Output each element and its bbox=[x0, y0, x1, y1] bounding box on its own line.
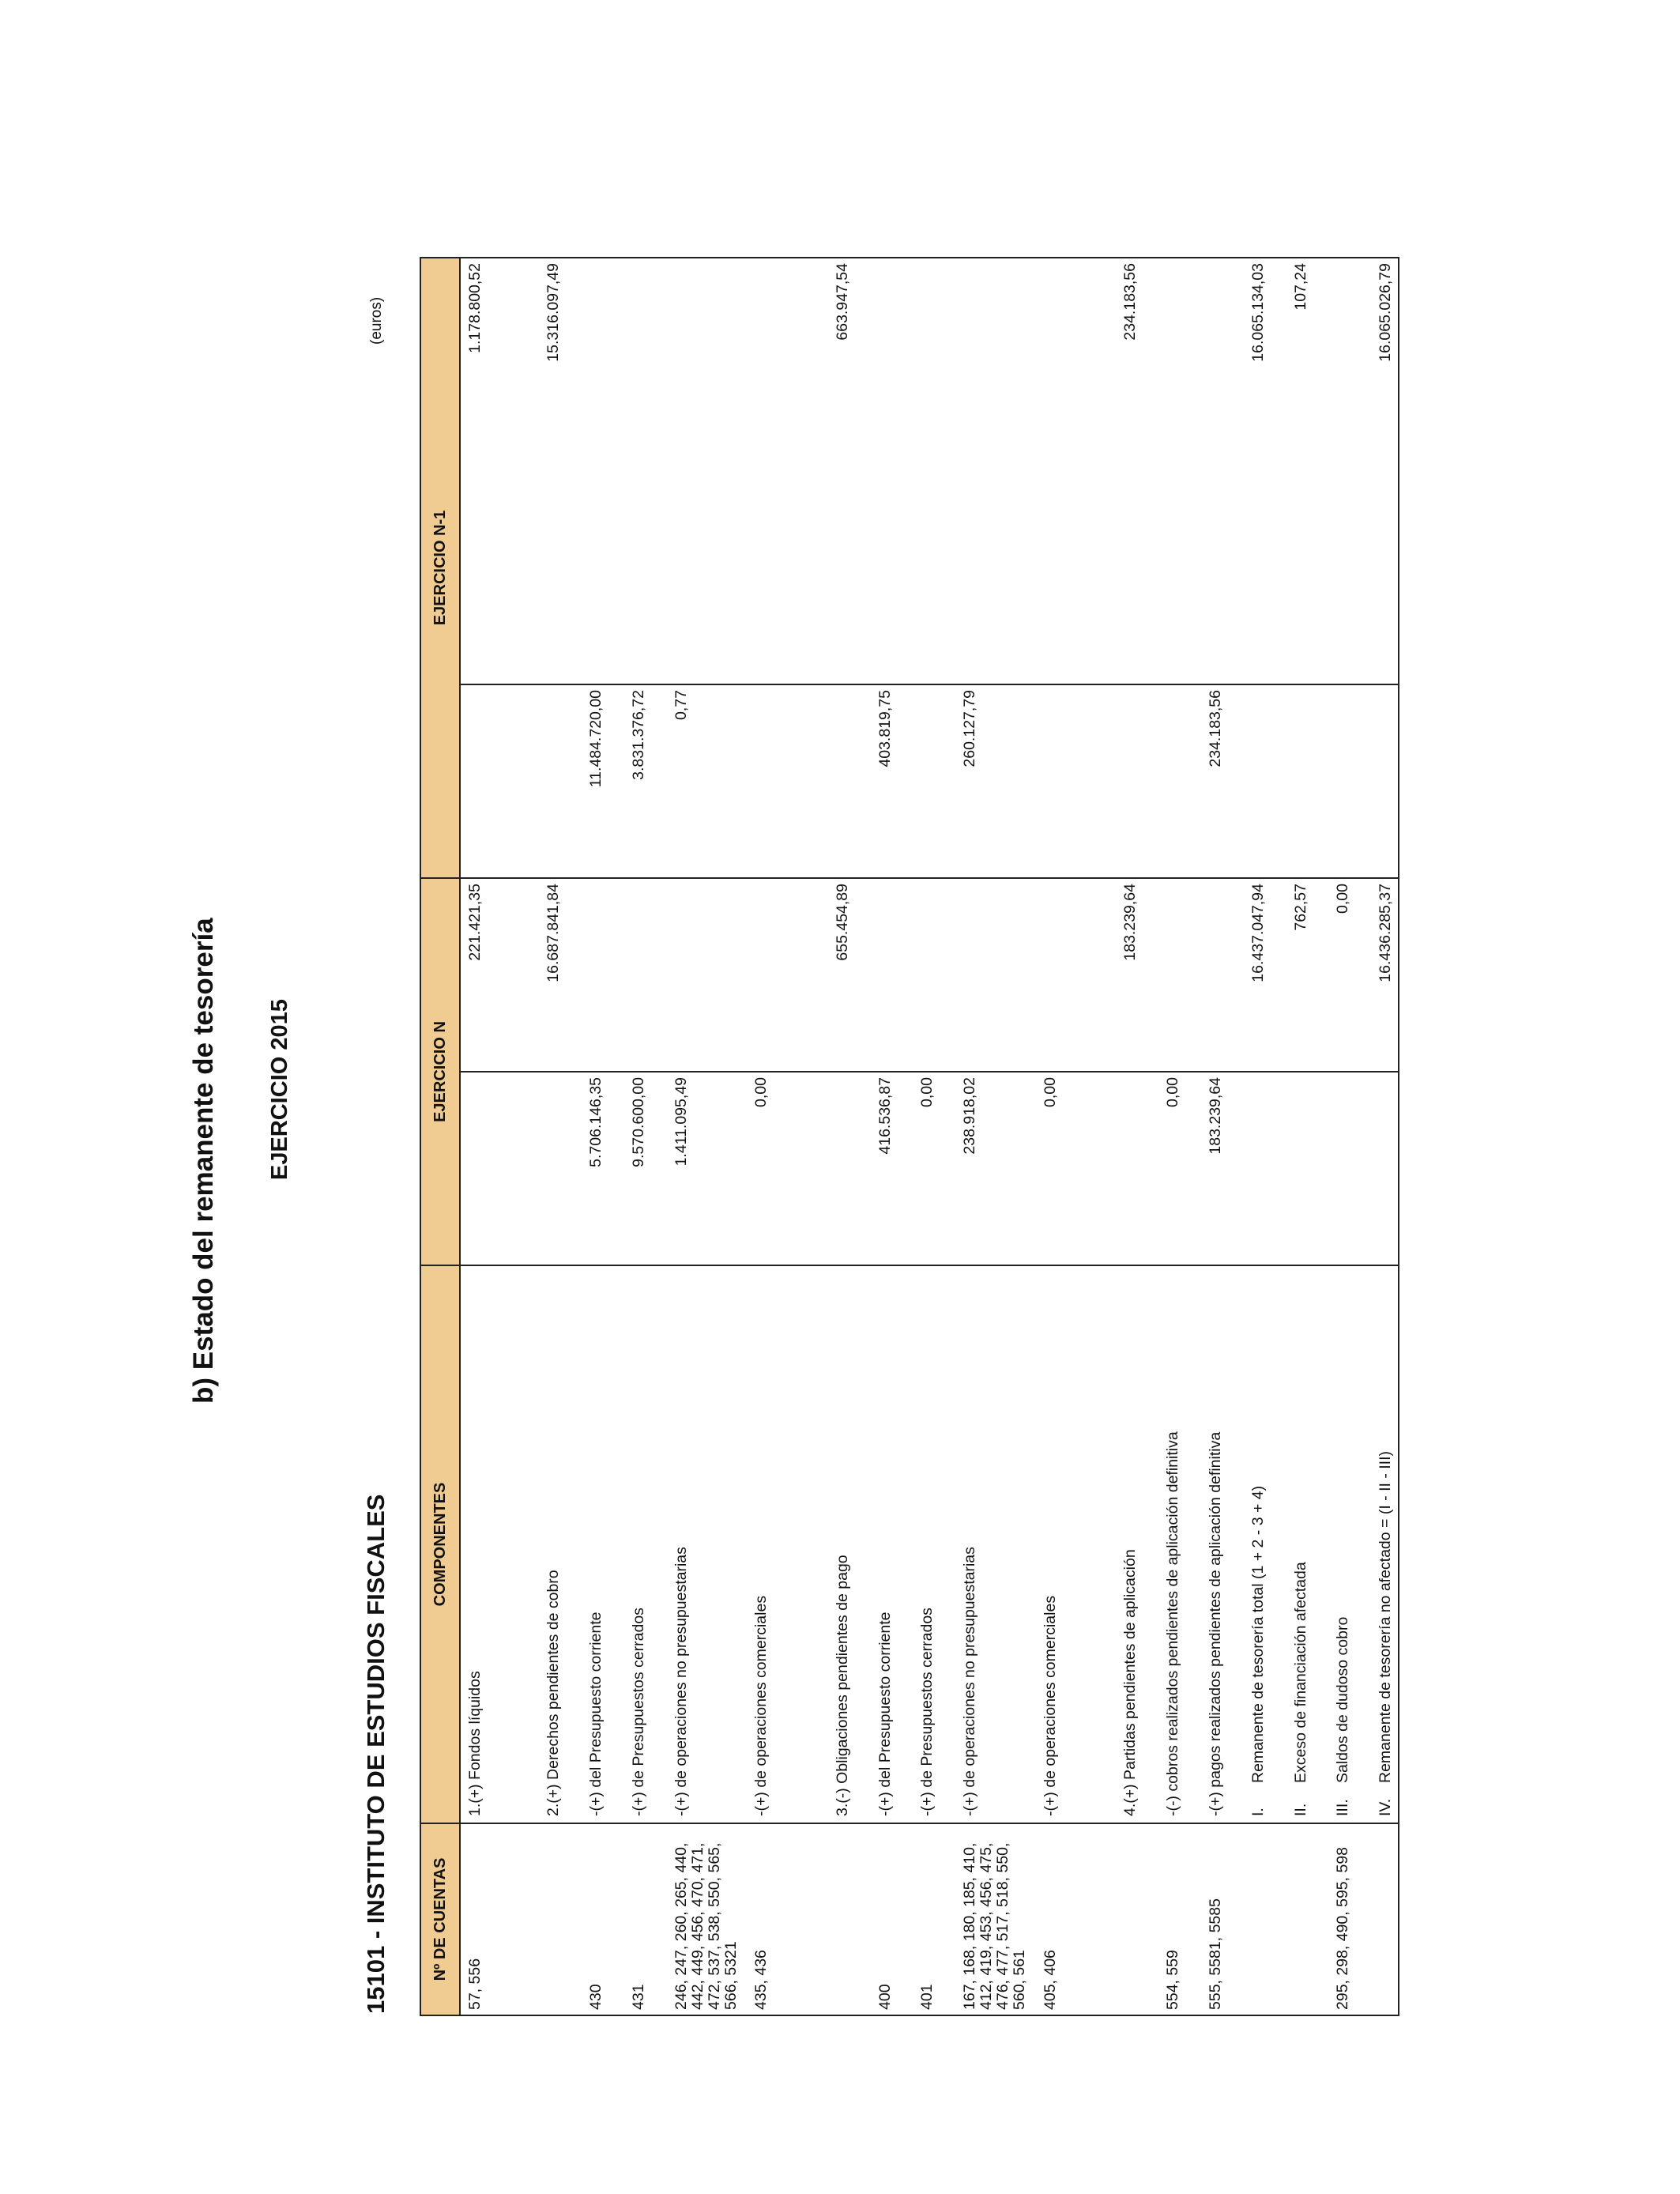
component-cell bbox=[747, 1265, 827, 1823]
component-label: 2.(+) Derechos pendientes de cobro bbox=[544, 1570, 563, 1816]
year-n1-total-value: 16.065.134,03 bbox=[1244, 258, 1286, 684]
year-n1-detail-value bbox=[828, 684, 871, 878]
account-numbers bbox=[1286, 1823, 1329, 2015]
component-label: -(+) de operaciones no presupuestarias bbox=[672, 1547, 690, 1816]
year-n1-total-value bbox=[747, 258, 827, 684]
year-n1-total-value bbox=[913, 258, 955, 684]
year-n1-detail-value: 234.183,56 bbox=[1201, 684, 1244, 878]
component-label: Remanente de tesorería no afectado = (I - II - III) bbox=[1377, 1450, 1395, 1783]
year-n-detail-value: 238.918,02 bbox=[955, 1072, 1035, 1265]
year-n1-total-value: 663.947,54 bbox=[828, 258, 871, 684]
component-label: Exceso de financiación afectada bbox=[1291, 1562, 1309, 1783]
year-n1-detail-value: 260.127,79 bbox=[955, 684, 1035, 878]
table-row bbox=[871, 258, 913, 2015]
year-n-total-value bbox=[1158, 878, 1201, 1072]
year-n-total-value bbox=[1036, 878, 1116, 1072]
year-n1-detail-value bbox=[1371, 684, 1399, 878]
year-n1-detail-value bbox=[1286, 684, 1329, 878]
year-n-total-value: 16.437.047,94 bbox=[1244, 878, 1286, 1072]
year-n-total-value bbox=[955, 878, 1035, 1072]
table-row bbox=[1328, 258, 1371, 2015]
component-label: -(-) cobros realizados pendientes de aplicación definitiva bbox=[1163, 1431, 1181, 1816]
year-n1-total-value: 16.065.026,79 bbox=[1371, 258, 1399, 684]
component-label: -(+) de Presupuestos cerrados bbox=[630, 1608, 648, 1816]
year-n1-total-value bbox=[582, 258, 624, 684]
year-n-total-value: 655.454,89 bbox=[828, 878, 871, 1072]
account-numbers: 400 bbox=[871, 1823, 913, 2015]
component-label: -(+) de operaciones comerciales bbox=[752, 1595, 770, 1816]
account-numbers: 405, 406 bbox=[1036, 1823, 1116, 2015]
year-n1-total-value bbox=[1036, 258, 1116, 684]
year-n1-total-value: 234.183,56 bbox=[1116, 258, 1158, 684]
year-n1-detail-value bbox=[1244, 684, 1286, 878]
year-n-detail-value bbox=[828, 1072, 871, 1265]
component-cell bbox=[1286, 1265, 1329, 1823]
table-row bbox=[460, 258, 539, 2015]
account-numbers: 555, 5581, 5585 bbox=[1201, 1823, 1244, 2015]
account-numbers: 431 bbox=[624, 1823, 667, 2015]
table-row bbox=[955, 258, 1035, 2015]
year-n-detail-value: 416.536,87 bbox=[871, 1072, 913, 1265]
document-title: b) Estado del remanente de tesorería bbox=[188, 918, 219, 1404]
component-label: Saldos de dudoso cobro bbox=[1334, 1616, 1352, 1783]
year-n-total-value: 183.239,64 bbox=[1116, 878, 1158, 1072]
year-n-detail-value: 183.239,64 bbox=[1201, 1072, 1244, 1265]
component-cell bbox=[1244, 1265, 1286, 1823]
year-n1-detail-value: 0,77 bbox=[667, 684, 747, 878]
year-n-total-value bbox=[871, 878, 913, 1072]
account-numbers: 401 bbox=[913, 1823, 955, 2015]
table-row bbox=[1158, 258, 1201, 2015]
table-row bbox=[913, 258, 955, 2015]
header-accounts: Nº DE CUENTAS bbox=[420, 1823, 460, 2015]
table-row bbox=[747, 258, 827, 2015]
component-label: -(+) del Presupuesto corriente bbox=[876, 1612, 894, 1816]
table-row bbox=[624, 258, 667, 2015]
year-n-detail-value bbox=[1286, 1072, 1329, 1265]
account-numbers bbox=[828, 1823, 871, 2015]
component-label: -(+) de Presupuestos cerrados bbox=[918, 1608, 936, 1816]
year-n1-total-value: 1.178.800,52 bbox=[460, 258, 539, 684]
year-n-total-value: 16.436.285,37 bbox=[1371, 878, 1399, 1072]
component-prefix: I. bbox=[1249, 1808, 1267, 1816]
year-n1-detail-value bbox=[460, 684, 539, 878]
year-n1-detail-value bbox=[747, 684, 827, 878]
component-label: -(+) de operaciones comerciales bbox=[1041, 1595, 1059, 1816]
year-n-total-value bbox=[582, 878, 624, 1072]
header-components: COMPONENTES bbox=[420, 1265, 460, 1823]
account-numbers: 295, 298, 490, 595, 598 bbox=[1328, 1823, 1371, 2015]
account-numbers bbox=[1116, 1823, 1158, 2015]
year-n1-total-value bbox=[667, 258, 747, 684]
year-n1-total-value: 107,24 bbox=[1286, 258, 1329, 684]
header-year-n1: EJERCICIO N-1 bbox=[420, 258, 460, 878]
table-row bbox=[1201, 258, 1244, 2015]
year-n-detail-value bbox=[1244, 1072, 1286, 1265]
year-n1-total-value: 15.316.097,49 bbox=[539, 258, 582, 684]
component-cell bbox=[1158, 1265, 1201, 1823]
component-label: -(+) pagos realizados pendientes de aplicación definitiva bbox=[1206, 1431, 1224, 1816]
year-n1-detail-value bbox=[539, 684, 582, 878]
account-numbers: 246, 247, 260, 265, 440, 442, 449, 456, 470, 471, 472, 537, 538, 550, 565, 566, 5321 bbox=[667, 1823, 747, 2015]
year-n1-total-value bbox=[624, 258, 667, 684]
year-n-detail-value bbox=[1371, 1072, 1399, 1265]
table-row bbox=[1371, 258, 1399, 2015]
component-cell bbox=[871, 1265, 913, 1823]
year-n1-detail-value: 11.484.720,00 bbox=[582, 684, 624, 878]
component-label: 1.(+) Fondos líquidos bbox=[466, 1671, 484, 1816]
component-prefix: IV. bbox=[1377, 1798, 1395, 1816]
year-n1-detail-value bbox=[913, 684, 955, 878]
component-cell bbox=[1371, 1265, 1399, 1823]
component-label: -(+) de operaciones no presupuestarias bbox=[961, 1547, 979, 1816]
account-numbers bbox=[1371, 1823, 1399, 2015]
component-label: Remanente de tesorería total (1 + 2 - 3 + 4) bbox=[1249, 1485, 1267, 1783]
year-n1-detail-value bbox=[1158, 684, 1201, 878]
account-numbers bbox=[1244, 1823, 1286, 2015]
component-cell bbox=[1116, 1265, 1158, 1823]
table-row bbox=[1286, 258, 1329, 2015]
year-n1-total-value bbox=[1201, 258, 1244, 684]
table-row bbox=[1036, 258, 1116, 2015]
year-n-detail-value: 0,00 bbox=[1158, 1072, 1201, 1265]
year-n-detail-value bbox=[539, 1072, 582, 1265]
year-n-detail-value: 0,00 bbox=[913, 1072, 955, 1265]
year-n-total-value bbox=[747, 878, 827, 1072]
component-label: -(+) del Presupuesto corriente bbox=[587, 1612, 605, 1816]
year-n1-detail-value bbox=[1328, 684, 1371, 878]
year-n1-total-value bbox=[1158, 258, 1201, 684]
component-label: 4.(+) Partidas pendientes de aplicación bbox=[1121, 1549, 1139, 1816]
year-n-total-value bbox=[913, 878, 955, 1072]
component-cell bbox=[828, 1265, 871, 1823]
exercise-year: EJERCICIO 2015 bbox=[267, 999, 292, 1180]
component-cell bbox=[955, 1265, 1035, 1823]
year-n-total-value bbox=[1201, 878, 1244, 1072]
component-cell bbox=[624, 1265, 667, 1823]
component-prefix: II. bbox=[1291, 1803, 1309, 1816]
year-n-detail-value: 1.411.095,49 bbox=[667, 1072, 747, 1265]
component-cell bbox=[1036, 1265, 1116, 1823]
table-row bbox=[828, 258, 871, 2015]
component-cell bbox=[582, 1265, 624, 1823]
year-n1-detail-value bbox=[1116, 684, 1158, 878]
year-n1-detail-value bbox=[1036, 684, 1116, 878]
year-n-detail-value: 9.570.600,00 bbox=[624, 1072, 667, 1265]
treasury-remainder-table bbox=[420, 257, 1399, 2016]
account-numbers: 554, 559 bbox=[1158, 1823, 1201, 2015]
year-n1-total-value bbox=[1328, 258, 1371, 684]
year-n-total-value: 221.421,35 bbox=[460, 878, 539, 1072]
year-n-total-value bbox=[624, 878, 667, 1072]
year-n-detail-value: 5.706.146,35 bbox=[582, 1072, 624, 1265]
year-n-detail-value: 0,00 bbox=[747, 1072, 827, 1265]
table-row bbox=[539, 258, 582, 2015]
account-numbers: 430 bbox=[582, 1823, 624, 2015]
table-header-row bbox=[420, 258, 460, 2015]
component-cell bbox=[667, 1265, 747, 1823]
component-cell bbox=[539, 1265, 582, 1823]
year-n1-detail-value: 403.819,75 bbox=[871, 684, 913, 878]
account-numbers: 167, 168, 180, 185, 410, 412, 419, 453, 456, 475, 476, 477, 517, 518, 550, 560, 561 bbox=[955, 1823, 1035, 2015]
year-n-detail-value bbox=[460, 1072, 539, 1265]
header-year-n: EJERCICIO N bbox=[420, 878, 460, 1265]
year-n1-detail-value: 3.831.376,72 bbox=[624, 684, 667, 878]
year-n-total-value: 762,57 bbox=[1286, 878, 1329, 1072]
year-n1-total-value bbox=[955, 258, 1035, 684]
year-n-detail-value: 0,00 bbox=[1036, 1072, 1116, 1265]
table-row bbox=[1244, 258, 1286, 2015]
year-n-detail-value bbox=[1328, 1072, 1371, 1265]
year-n-detail-value bbox=[1116, 1072, 1158, 1265]
currency-units: (euros) bbox=[368, 296, 385, 345]
component-cell bbox=[1201, 1265, 1244, 1823]
component-cell bbox=[913, 1265, 955, 1823]
year-n-total-value: 16.687.841,84 bbox=[539, 878, 582, 1072]
component-prefix: III. bbox=[1334, 1799, 1352, 1816]
component-label: 3.(-) Obligaciones pendientes de pago bbox=[833, 1555, 851, 1816]
year-n1-total-value bbox=[871, 258, 913, 684]
table-row bbox=[667, 258, 747, 2015]
table-row bbox=[1116, 258, 1158, 2015]
account-numbers: 435, 436 bbox=[747, 1823, 827, 2015]
account-numbers: 57, 556 bbox=[460, 1823, 539, 2015]
table-row bbox=[582, 258, 624, 2015]
entity-name: 15101 - INSTITUTO DE ESTUDIOS FISCALES bbox=[362, 1494, 390, 2014]
component-cell bbox=[1328, 1265, 1371, 1823]
account-numbers bbox=[539, 1823, 582, 2015]
year-n-total-value: 0,00 bbox=[1328, 878, 1371, 1072]
component-cell bbox=[460, 1265, 539, 1823]
year-n-total-value bbox=[667, 878, 747, 1072]
